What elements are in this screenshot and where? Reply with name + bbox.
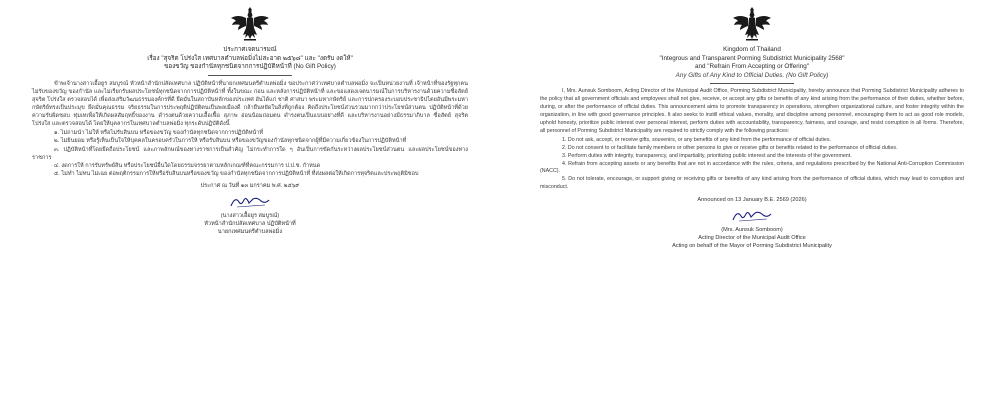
english-document-body	[540, 88, 964, 192]
english-document-page	[500, 0, 1000, 400]
english-signer-title: Acting on behalf of the Mayor of Porming Subdistrict Municipality	[672, 243, 832, 250]
garuda-emblem-icon	[730, 4, 774, 44]
thai-signer-title: หัวหน้าสำนักปลัดเทศบาล ปฏิบัติหน้าที่	[204, 220, 296, 227]
thai-document-header	[32, 46, 468, 72]
garuda-emblem-icon	[228, 4, 272, 44]
english-document-header	[540, 46, 964, 80]
thai-signer-title: นายกเทศมนตรีตำบลพ่อมิ่ง	[217, 228, 283, 235]
english-body-paragraph: I, Mrs. Aunsuk Somboom, Acting Director of the Municipal Audit Office, Porming Subdistrict Municipality, hereby announce that Porming Subdistrict Municipality adheres to the policy that all government officials and employees shall not give, receive, or accept any gifts or benefits of any kind arising from the performance of their duties, whether before, during, or after the performance of official duties. This announcement aims to promote transparency in operations, strengthen organizational culture, and foster integrity within the organization, in line with good governance principles. It also seeks to instill ethical values, morality, and discipline among personnel, encouraging them to act as good role models, uphold honesty, prioritize public interest over personal interest, perform duties with accountability, transparency, fairness, and courage, and resist corruption in all forms. Therefore, all personnel of Porming Subdistrict Municipality are required to strictly comply with the following practices:	[540, 88, 964, 134]
english-clause: 3. Perform duties with integrity, transparency, and impartiality, prioritizing public interest and the interests of the government.	[562, 152, 852, 159]
thai-signer-name: (นางสาวเอื้อยูร สมบูรณ์)	[220, 212, 280, 219]
header-divider	[710, 83, 794, 84]
english-signer-name: (Mrs. Aunsuk Somboom)	[721, 227, 783, 234]
english-header-line: "Integrous and Transparent Porming Subdistrict Municipality 2568"	[659, 54, 845, 62]
header-divider	[208, 75, 292, 76]
english-clause: 4. Refrain from accepting assets or any benefits that are not in accordance with the rules, criteria, and regulations prescribed by the National Anti-Corruption Commission (NACC).	[540, 160, 964, 175]
thai-clause: ๒. ไม่ยินยอม หรือรู้เห็นเป็นใจให้บุคคลในครอบครัวในการให้ หรือรับสินบน หรือของขวัญของกำนัลทุกชนิดจากผู้ที่มีความเกี่ยวข้องในการปฏิบัติหน้าที่	[54, 138, 407, 145]
thai-signature-block	[32, 212, 468, 236]
thai-clause: ๓. ปฏิบัติหน้าที่โดยยึดถือประโยชน์ และภาพลักษณ์ของทางราชการเป็นสำคัญ ไม่กระทำการใด ๆ อันเป็นการขัดกันระหว่างผลประโยชน์ส่วนตน และผลประโยชน์ของทางราชการ	[32, 146, 468, 161]
english-header-line: Any Gifts of Any Kind to Official Duties. (No Gift Policy)	[675, 71, 829, 79]
signature-icon	[729, 208, 775, 224]
signature-icon	[227, 194, 273, 210]
thai-document-body	[32, 80, 468, 178]
english-signature-block	[540, 226, 964, 250]
thai-header-line: ของขวัญ ของกำนัลทุกชนิดจากการปฏิบัติหน้าที่ (No Gift Policy)	[164, 63, 336, 71]
thai-clause: ๕. ไม่ทำ ไม่ทน ไม่เฉย ต่อพฤติกรรมการให้หรือรับสินบนหรือของขวัญ ของกำนัลทุกชนิดจากการปฏิบัติหน้าที่ ที่ส่งผลต่อให้เกิดการทุจริตและประพฤติมิชอบ	[54, 170, 419, 177]
english-clause: 1. Do not ask, accept, or receive gifts, souvenirs, or any benefits of any kind from the performance of official duties.	[562, 136, 832, 143]
english-announcement-date: Announced on 13 January B.E. 2569 (2026)	[697, 197, 807, 204]
thai-clause: ๔. งดการให้ การรับทรัพย์สิน หรือประโยชน์อื่นใดโดยธรรมจรรยาตามหลักเกณฑ์ที่คณะกรรมการ ป.ป.ช. กำหนด	[54, 162, 321, 169]
thai-header-line: เรื่อง "สุจริต โปร่งใส เทศบาลตำบลพ่อมิ่งไม่สะอาด ๒๕๖๘" และ "งดรับ งดให้"	[147, 54, 353, 62]
english-clause: 5. Do not tolerate, encourage, or support giving or receiving gifts or benefits of any kind arising from the performance of official duties, which may lead to corruption and misconduct.	[540, 176, 964, 191]
english-header-line: and "Refrain From Accepting or Offering"	[695, 63, 809, 71]
english-header-line: Kingdom of Thailand	[723, 46, 781, 53]
thai-clause: ๑. ไม่ถามนำ ไม่ให้ หรือไม่รับสินบน หรือของขวัญ ของกำนัลทุกชนิดจากการปฏิบัติหน้าที่	[54, 130, 264, 137]
thai-header-line: ประกาศเจตนารมณ์	[223, 46, 277, 53]
thai-body-paragraph: ข้าพเจ้านางสาวเอื้อยูร สมบูรณ์ หัวหน้าสำนักปลัดเทศบาล ปฏิบัติหน้าที่นายกเทศมนตรีตำบลพ่อมิ่ง ขอประกาศว่าเทศบาลตำบลพ่อมิ่ง จะเป็นหน่วยงานที่ เจ้าหน้าที่ของรัฐทุกคนไม่รับของขวัญ ของกำนัล และไม่เรียกรับผลประโยชน์ทุกชนิดจากการปฏิบัติหน้าที่ ทั้งในขณะ ก่อน และหลังการปฏิบัติหน้าที่ และขอแสดงเจตนารมณ์ในการบริหารงานด้วยความซื่อสัตย์สุจริต โปร่งใส ตรวจสอบได้ เพื่อส่งเสริมวัฒนธรรมองค์กรที่ดี ยึดมั่นในสถาบันหลักของประเทศ อันได้แก่ ชาติ ศาสนา พระมหากษัตริย์ และการปกครองระบอบประชาธิปไตยอันมีพระมหากษัตริย์ทรงเป็นประมุข ยึดมั่นคุณธรรม จริยธรรมในการประพฤติปฏิบัติตนเป็นพลเมืองดี กล้ายืนหยัดในสิ่งที่ถูกต้อง คิดถึงประโยชน์ส่วนรวมมากกว่าประโยชน์ส่วนตน ปฏิบัติหน้าที่ด้วยความรับผิดชอบ ทุ่มเทเพื่อให้เกิดผลสัมฤทธิ์ของงาน ดำรงตนด้วยความเอื้อเฟื้อ สุภาพ อ่อนน้อมถ่อมตน ดำรงตนเป็นแบบอย่างที่ดี และบริหารงานอย่างมีธรรมาภิบาล ซื่อสัตย์ สุจริต โปร่งใส และตรวจสอบได้ โดยให้บุคลากรในเทศบาลตำบลพ่อมิ่ง ทุกระดับปฏิบัติดังนี้	[32, 80, 468, 128]
thai-announcement-date: ประกาศ ณ วันที่ ๑๓ มกราคม พ.ศ. ๒๕๖๙	[200, 182, 300, 189]
english-clause: 2. Do not consent to or facilitate family members or other persons to give or receive gifts or benefits related to the performance of official duties.	[562, 144, 898, 151]
english-signer-title: Acting Director of the Municipal Audit Office	[698, 235, 806, 242]
